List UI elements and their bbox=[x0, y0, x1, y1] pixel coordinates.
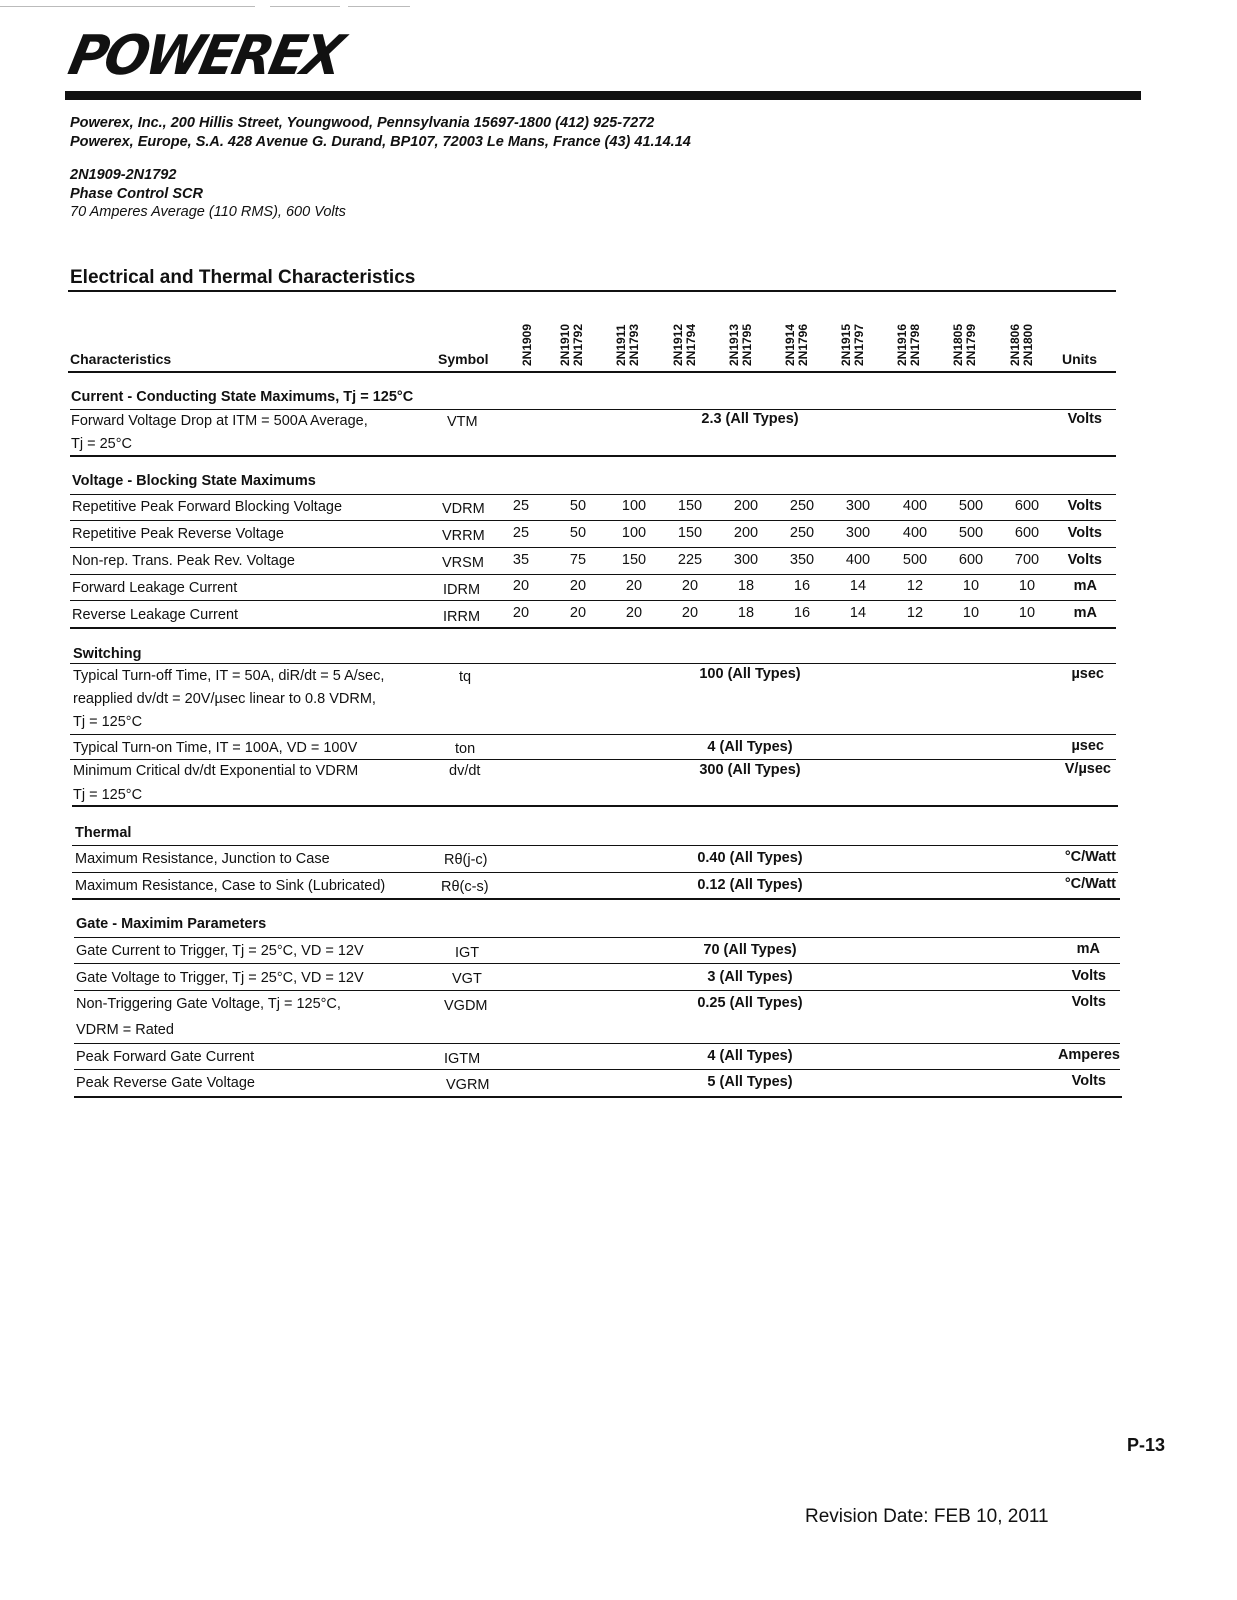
table-cell: 20 bbox=[512, 605, 530, 621]
irrm-unit: mA bbox=[1073, 605, 1097, 621]
scan-line bbox=[270, 6, 340, 7]
vtm-unit: Volts bbox=[1067, 411, 1102, 427]
table-cell: 300 bbox=[845, 525, 871, 541]
column-header-2n1914: 2N1914 2N1796 bbox=[783, 323, 810, 366]
row-rule bbox=[70, 547, 1116, 548]
vtm-label-line2: Tj = 25°C bbox=[71, 436, 133, 452]
row-rule bbox=[70, 734, 1116, 735]
row-rule bbox=[74, 1069, 1120, 1070]
table-cell: 150 bbox=[621, 552, 647, 568]
table-cell: 10 bbox=[962, 578, 980, 594]
tq-value: 100 (All Types) bbox=[699, 666, 801, 682]
igt-unit: mA bbox=[1076, 941, 1100, 957]
table-cell: 20 bbox=[569, 578, 587, 594]
group-rule bbox=[72, 898, 1120, 900]
tq-label-line2: reapplied dv/dt = 20V/µsec linear to 0.8 VDRM, bbox=[73, 691, 376, 707]
rjc-label: Maximum Resistance, Junction to Case bbox=[75, 851, 330, 867]
table-cell: 10 bbox=[1018, 605, 1036, 621]
rcs-symbol: Rθ(c-s) bbox=[441, 879, 489, 895]
vrsm-symbol: VRSM bbox=[442, 555, 484, 571]
section-rule bbox=[68, 290, 1116, 292]
vgt-value: 3 (All Types) bbox=[707, 969, 793, 985]
ton-unit: µsec bbox=[1071, 738, 1104, 754]
row-rule bbox=[70, 600, 1116, 601]
table-cell: 75 bbox=[569, 552, 587, 568]
table-cell: 100 bbox=[621, 498, 647, 514]
vgdm-label-line2: VDRM = Rated bbox=[76, 1022, 174, 1038]
vrsm-label: Non-rep. Trans. Peak Rev. Voltage bbox=[72, 553, 295, 569]
irrm-label: Reverse Leakage Current bbox=[72, 607, 239, 623]
igtm-symbol: IGTM bbox=[444, 1051, 481, 1067]
row-rule bbox=[70, 759, 1116, 760]
vgdm-value: 0.25 (All Types) bbox=[697, 995, 803, 1011]
header-units: Units bbox=[1062, 351, 1097, 367]
vgt-unit: Volts bbox=[1071, 968, 1106, 984]
table-cell: 50 bbox=[569, 525, 587, 541]
address-us: Powerex, Inc., 200 Hillis Street, Youngwood, Pennsylvania 15697-1800 (412) 925-7272 bbox=[70, 115, 655, 131]
column-header-2n1916: 2N1916 2N1798 bbox=[895, 323, 922, 366]
row-rule bbox=[70, 574, 1116, 575]
dvdt-symbol: dv/dt bbox=[449, 763, 481, 779]
row-rule bbox=[72, 872, 1118, 873]
column-header-2n1805: 2N1805 2N1799 bbox=[951, 323, 978, 366]
table-cell: 300 bbox=[845, 498, 871, 514]
powerex-logo: POWEREX bbox=[64, 27, 381, 86]
table-cell: 50 bbox=[569, 498, 587, 514]
revision-date: Revision Date: FEB 10, 2011 bbox=[805, 1506, 1049, 1527]
table-cell: 200 bbox=[733, 498, 759, 514]
row-rule bbox=[70, 494, 1116, 495]
dvdt-label-line2: Tj = 125°C bbox=[73, 787, 143, 803]
vgrm-symbol: VGRM bbox=[446, 1077, 490, 1093]
row-rule bbox=[74, 937, 1120, 938]
igtm-label: Peak Forward Gate Current bbox=[76, 1049, 255, 1065]
rjc-symbol: Rθ(j-c) bbox=[444, 852, 488, 868]
table-cell: 25 bbox=[512, 525, 530, 541]
scan-line bbox=[0, 6, 255, 7]
table-cell: 25 bbox=[512, 498, 530, 514]
idrm-unit: mA bbox=[1073, 578, 1097, 594]
header-characteristics: Characteristics bbox=[70, 351, 172, 367]
vdrm-unit: Volts bbox=[1067, 498, 1102, 514]
column-header-2n1911: 2N1911 2N1793 bbox=[614, 323, 641, 366]
table-cell: 20 bbox=[512, 578, 530, 594]
column-header-2n1912: 2N1912 2N1794 bbox=[671, 323, 698, 366]
rcs-label: Maximum Resistance, Case to Sink (Lubricated) bbox=[75, 878, 386, 894]
vrrm-unit: Volts bbox=[1067, 525, 1102, 541]
group-current: Current - Conducting State Maximums, Tj = 125°C bbox=[71, 389, 414, 405]
table-cell: 14 bbox=[849, 578, 867, 594]
vrsm-unit: Volts bbox=[1067, 552, 1102, 568]
vtm-label-line1: Forward Voltage Drop at ITM = 500A Average, bbox=[71, 413, 368, 429]
vgrm-value: 5 (All Types) bbox=[707, 1074, 793, 1090]
table-cell: 500 bbox=[958, 525, 984, 541]
vgt-label: Gate Voltage to Trigger, Tj = 25°C, VD = 12V bbox=[76, 970, 364, 986]
table-cell: 400 bbox=[902, 525, 928, 541]
vdrm-symbol: VDRM bbox=[442, 501, 485, 517]
column-header-2n1806: 2N1806 2N1800 bbox=[1008, 323, 1035, 366]
section-title: Electrical and Thermal Characteristics bbox=[70, 267, 416, 288]
table-cell: 600 bbox=[1014, 525, 1040, 541]
vgrm-unit: Volts bbox=[1071, 1073, 1106, 1089]
table-cell: 150 bbox=[677, 498, 703, 514]
table-cell: 20 bbox=[625, 605, 643, 621]
page-number: P-13 bbox=[1127, 1435, 1166, 1455]
table-cell: 400 bbox=[845, 552, 871, 568]
table-cell: 10 bbox=[962, 605, 980, 621]
table-cell: 20 bbox=[681, 605, 699, 621]
group-gate: Gate - Maximim Parameters bbox=[76, 916, 267, 932]
address-europe: Powerex, Europe, S.A. 428 Avenue G. Durand, BP107, 72003 Le Mans, France (43) 41.14.14 bbox=[70, 134, 691, 150]
column-header-2n1909: 2N1909 bbox=[520, 323, 534, 366]
igt-label: Gate Current to Trigger, Tj = 25°C, VD = 12V bbox=[76, 943, 364, 959]
group-rule bbox=[72, 805, 1118, 807]
dvdt-value: 300 (All Types) bbox=[699, 762, 801, 778]
tq-unit: µsec bbox=[1071, 666, 1104, 682]
vtm-value: 2.3 (All Types) bbox=[701, 411, 799, 427]
table-cell: 35 bbox=[512, 552, 530, 568]
table-cell: 250 bbox=[789, 525, 815, 541]
tq-label-line3: Tj = 125°C bbox=[73, 714, 143, 730]
table-cell: 16 bbox=[793, 578, 811, 594]
row-rule bbox=[74, 1043, 1120, 1044]
table-cell: 600 bbox=[1014, 498, 1040, 514]
row-rule bbox=[74, 990, 1120, 991]
table-cell: 250 bbox=[789, 498, 815, 514]
group-rule bbox=[70, 455, 1116, 457]
row-rule bbox=[70, 520, 1116, 521]
row-rule bbox=[74, 963, 1120, 964]
table-cell: 400 bbox=[902, 498, 928, 514]
table-cell: 150 bbox=[677, 525, 703, 541]
dvdt-unit: V/µsec bbox=[1064, 761, 1111, 777]
vgrm-label: Peak Reverse Gate Voltage bbox=[76, 1075, 255, 1091]
column-header-2n1913: 2N1913 2N1795 bbox=[727, 323, 754, 366]
vgdm-unit: Volts bbox=[1071, 994, 1106, 1010]
table-cell: 350 bbox=[789, 552, 815, 568]
table-cell: 500 bbox=[958, 498, 984, 514]
scan-line bbox=[348, 6, 410, 7]
tq-label-line1: Typical Turn-off Time, IT = 50A, diR/dt = 5 A/sec, bbox=[73, 668, 385, 684]
table-cell: 18 bbox=[737, 578, 755, 594]
table-cell: 20 bbox=[625, 578, 643, 594]
ton-symbol: ton bbox=[455, 741, 476, 757]
product-type: Phase Control SCR bbox=[70, 186, 203, 202]
row-rule bbox=[72, 845, 1118, 846]
table-cell: 200 bbox=[733, 525, 759, 541]
rjc-unit: °C/Watt bbox=[1064, 849, 1116, 865]
product-rating: 70 Amperes Average (110 RMS), 600 Volts bbox=[70, 204, 346, 220]
group-voltage: Voltage - Blocking State Maximums bbox=[72, 473, 316, 489]
vgdm-symbol: VGDM bbox=[444, 998, 488, 1014]
row-rule bbox=[70, 409, 1116, 410]
igt-symbol: IGT bbox=[455, 945, 480, 961]
vrrm-label: Repetitive Peak Reverse Voltage bbox=[72, 526, 284, 542]
vrrm-symbol: VRRM bbox=[442, 528, 485, 544]
row-rule bbox=[70, 663, 1116, 664]
column-header-2n1915: 2N1915 2N1797 bbox=[839, 323, 866, 366]
table-cell: 14 bbox=[849, 605, 867, 621]
igtm-value: 4 (All Types) bbox=[707, 1048, 793, 1064]
table-cell: 12 bbox=[906, 578, 924, 594]
vtm-symbol: VTM bbox=[447, 414, 478, 430]
vgt-symbol: VGT bbox=[452, 971, 482, 987]
table-cell: 10 bbox=[1018, 578, 1036, 594]
table-cell: 12 bbox=[906, 605, 924, 621]
table-cell: 225 bbox=[677, 552, 703, 568]
rcs-unit: °C/Watt bbox=[1064, 876, 1116, 892]
ton-value: 4 (All Types) bbox=[707, 739, 793, 755]
header-symbol: Symbol bbox=[438, 351, 489, 367]
igtm-unit: Amperes bbox=[1057, 1047, 1120, 1063]
table-bottom-rule bbox=[74, 1096, 1122, 1098]
igt-value: 70 (All Types) bbox=[703, 942, 797, 958]
dvdt-label-line1: Minimum Critical dv/dt Exponential to VDRM bbox=[73, 763, 359, 779]
idrm-label: Forward Leakage Current bbox=[72, 580, 238, 596]
table-cell: 700 bbox=[1014, 552, 1040, 568]
column-header-2n1910: 2N1910 2N1792 bbox=[558, 323, 585, 366]
table-cell: 500 bbox=[902, 552, 928, 568]
tq-symbol: tq bbox=[459, 669, 472, 685]
table-cell: 300 bbox=[733, 552, 759, 568]
table-cell: 20 bbox=[569, 605, 587, 621]
header-rule bbox=[68, 371, 1116, 373]
table-cell: 100 bbox=[621, 525, 647, 541]
part-range: 2N1909-2N1792 bbox=[70, 167, 177, 183]
header-bar bbox=[65, 91, 1141, 100]
table-cell: 16 bbox=[793, 605, 811, 621]
rcs-value: 0.12 (All Types) bbox=[697, 877, 803, 893]
idrm-symbol: IDRM bbox=[443, 582, 481, 598]
table-cell: 20 bbox=[681, 578, 699, 594]
group-thermal: Thermal bbox=[75, 825, 132, 841]
rjc-value: 0.40 (All Types) bbox=[697, 850, 803, 866]
ton-label: Typical Turn-on Time, IT = 100A, VD = 100V bbox=[73, 740, 358, 756]
irrm-symbol: IRRM bbox=[443, 609, 481, 625]
vdrm-label: Repetitive Peak Forward Blocking Voltage bbox=[72, 499, 343, 515]
group-rule bbox=[70, 627, 1116, 629]
table-cell: 600 bbox=[958, 552, 984, 568]
vgdm-label-line1: Non-Triggering Gate Voltage, Tj = 125°C, bbox=[76, 996, 341, 1012]
group-switching: Switching bbox=[73, 646, 142, 662]
table-cell: 18 bbox=[737, 605, 755, 621]
